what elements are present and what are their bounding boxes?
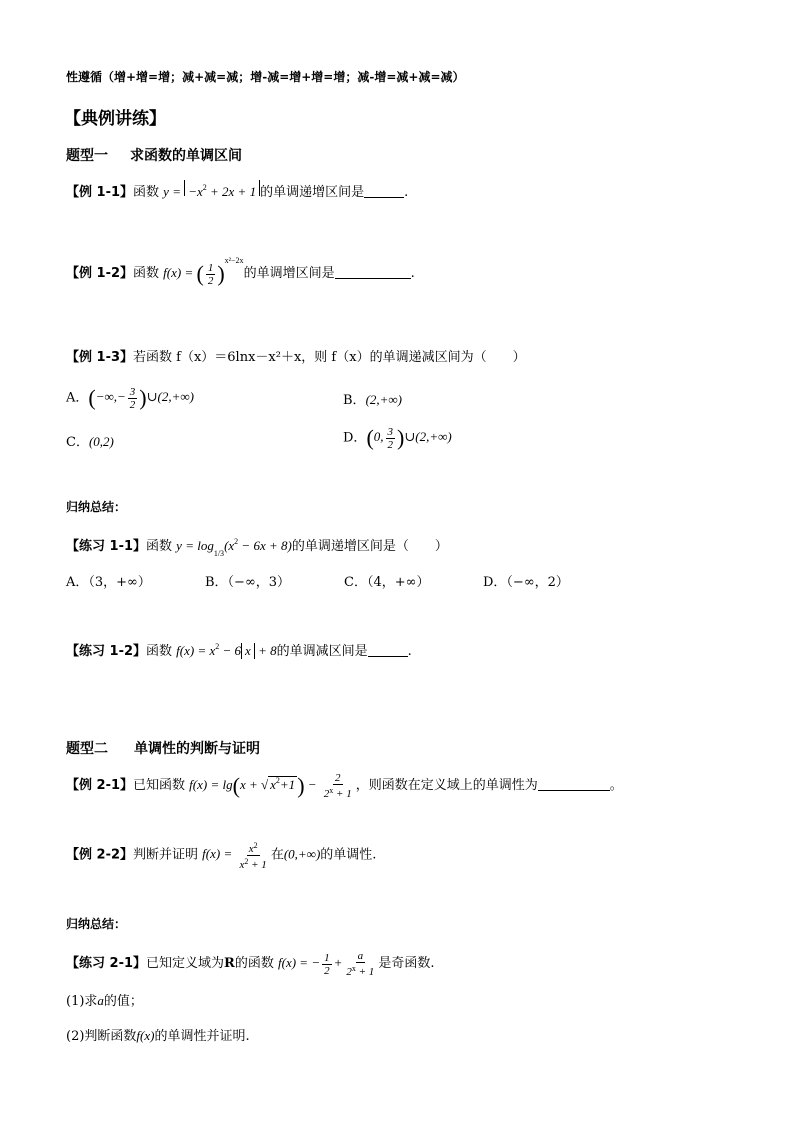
type2-heading [66, 738, 260, 758]
formula: $f(x) = x^2 - 6$ x + 8 [176, 642, 277, 658]
question-text: 的值； [103, 994, 143, 1009]
punct: . [404, 185, 409, 200]
example-1-1 [66, 180, 408, 200]
formula: (0,+∞) [283, 846, 321, 862]
formula: f(x) = lg(x + √ $x^2+1$) − $\frac{2}{2^x + 1}$ [189, 772, 352, 800]
practice-text: 函数 [146, 644, 173, 659]
type1-heading [66, 145, 242, 165]
answer-blank[interactable] [368, 655, 408, 657]
practice-text: 的函数 [234, 955, 274, 971]
option-letter: D． [343, 430, 367, 446]
formula: (0,2) [88, 434, 114, 449]
punct: . [407, 644, 412, 659]
practice-text: 是奇函数. [378, 955, 435, 971]
option-a[interactable] [66, 386, 194, 411]
practice-1-2 [66, 640, 412, 659]
example-text: 函数 [133, 266, 160, 281]
formula: (0, $\frac{3}{2}$ )∪(2,+∞) [366, 425, 452, 451]
formula: f(x) = − $\frac{1}{2}$ + $\frac{a}{2^x + 1}$ [278, 950, 375, 978]
example-label: 【例 2-1】 [66, 777, 134, 793]
example-2-2 [66, 840, 376, 871]
formula: (−∞,− $\frac{3}{2}$ )∪(2,+∞) [88, 385, 194, 411]
type1-label: 题型一 [66, 148, 108, 164]
example-1-2 [66, 256, 415, 287]
example-text: 函数 [133, 185, 160, 200]
formula: (2,+∞) [365, 392, 403, 407]
example-1-3 [66, 346, 526, 365]
practice-text: 函数 [146, 539, 173, 554]
option-letter: A． [66, 390, 89, 406]
type2-title: 单调性的判断与证明 [134, 741, 260, 757]
question-2 [66, 1025, 250, 1044]
summary-label: 归纳总结： [66, 500, 127, 514]
type1-title: 求函数的单调区间 [130, 148, 242, 164]
formula: $y = -x^2 + 2x + 1$ [163, 184, 260, 199]
example-label: 【例 1-3】 [66, 350, 134, 365]
practice-text: 的单调递增区间是（ ） [291, 539, 448, 554]
practice-text: 的单调减区间是 [276, 644, 368, 659]
summary-label: 归纳总结： [66, 917, 127, 931]
formula: $y = \log_{1/3}(x^2 - 6x + 8)$ [176, 537, 292, 558]
practice-text: 已知定义域为 [146, 955, 225, 971]
question-text: (2)判断函数 [66, 1029, 137, 1044]
question-text: (1)求 [66, 994, 98, 1009]
formula: f(x) [136, 1028, 155, 1043]
practice-2-1 [66, 950, 434, 978]
punct: 。 [609, 777, 623, 793]
practice-label: 【练习 1-1】 [66, 539, 147, 554]
example-text: 的单调增区间是 [243, 266, 335, 281]
example-text: 的单调性. [320, 847, 377, 863]
option-letter: B． [343, 393, 366, 408]
option-letter: C． [66, 435, 89, 450]
formula: f(x) = $\frac{x^2}{x^2 + 1}$ [202, 841, 267, 871]
type2-label: 题型二 [66, 741, 108, 757]
option-b[interactable]: B．（−∞，3） [205, 575, 291, 590]
option-d[interactable]: D．（−∞，2） [483, 575, 569, 590]
formula: f(x) = ( $\frac{1}{2}$ )$^{x^2-2x}$ [163, 256, 244, 287]
answer-blank[interactable] [364, 196, 404, 198]
question-text: 的单调性并证明. [154, 1029, 250, 1044]
practice-label: 【练习 1-2】 [66, 644, 147, 659]
option-c[interactable] [66, 431, 114, 450]
example-2-1 [66, 772, 623, 800]
punct: . [410, 266, 415, 281]
example-text: 若函数 f（x）＝6lnx－x²＋x，则 f（x）的单调递减区间为（ ） [133, 350, 526, 365]
option-c[interactable]: C．（4，+∞） [344, 575, 430, 590]
formula: a [97, 993, 104, 1008]
option-b[interactable] [343, 389, 402, 408]
option-a[interactable]: A．（3，+∞） [66, 575, 151, 590]
example-label: 【例 2-2】 [66, 847, 134, 863]
question-1 [66, 990, 143, 1009]
practice-1-1 [66, 535, 448, 558]
example-label: 【例 1-2】 [66, 266, 134, 281]
example-text: ，则函数在定义域上的单调性为 [355, 777, 538, 793]
answer-blank[interactable] [538, 789, 610, 791]
answer-blank[interactable] [335, 277, 411, 279]
example-text: 在 [270, 847, 284, 863]
section-title: 【典例讲练】 [64, 109, 166, 129]
intro-line: 性遵循（增+增=增；减+减=减；增-减=增+增=增；减-增=减+减=减） [66, 70, 465, 84]
example-text: 已知函数 [133, 777, 186, 793]
example-text: 的单调递增区间是 [260, 185, 365, 200]
set-r: R [224, 955, 235, 971]
practice-label: 【练习 2-1】 [66, 955, 147, 971]
example-text: 判断并证明 [133, 847, 199, 863]
example-label: 【例 1-1】 [66, 185, 134, 200]
option-d[interactable] [343, 426, 452, 451]
